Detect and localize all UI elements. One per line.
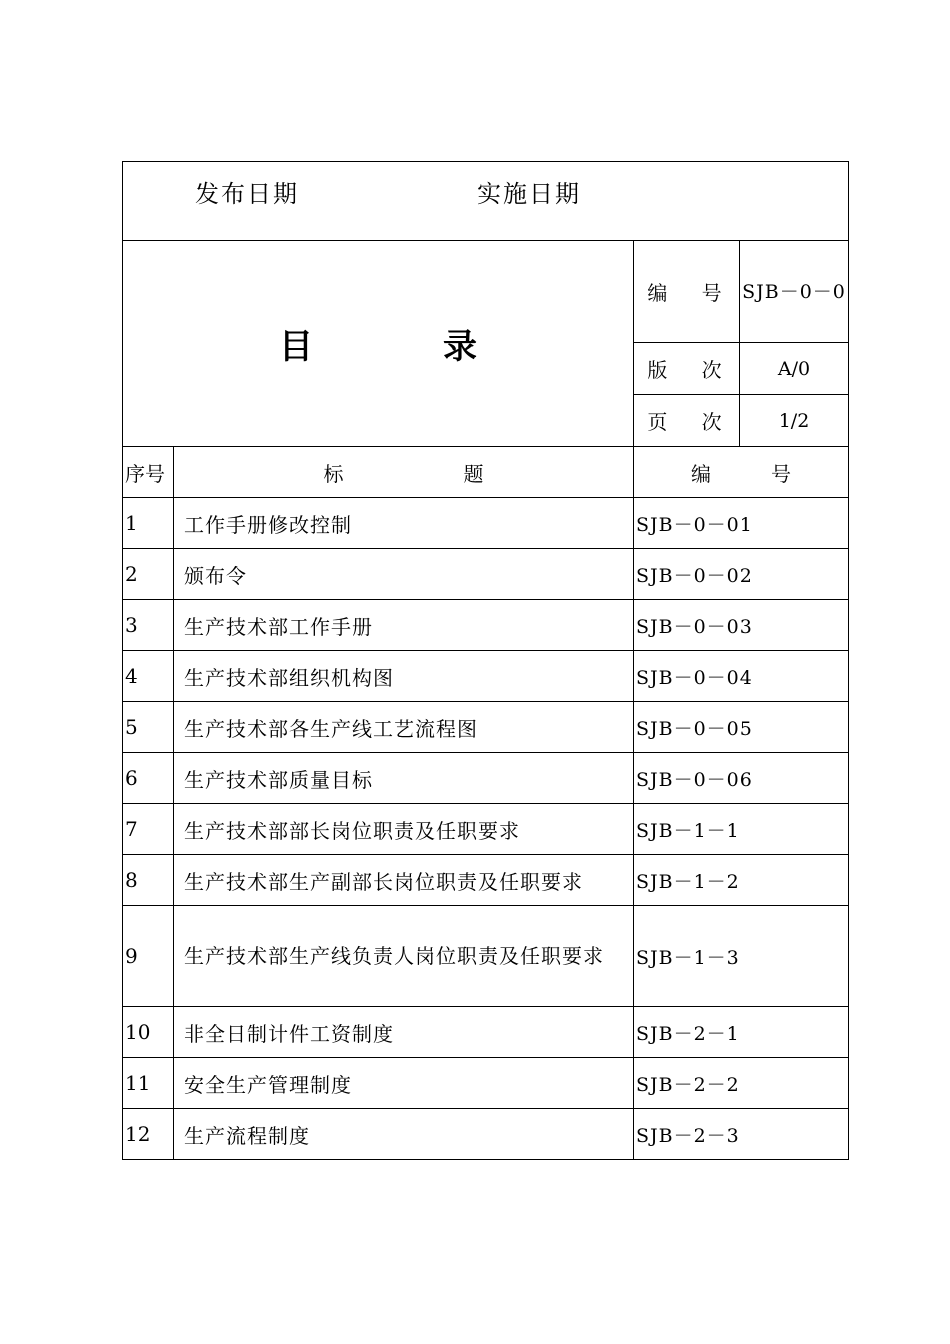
table-row: 7 生产技术部部长岗位职责及任职要求 SJB－1－1 (123, 804, 849, 855)
title-header: 标 题 (174, 447, 634, 498)
column-header-row (123, 447, 849, 498)
table-row: 6 生产技术部质量目标 SJB－0－06 (123, 753, 849, 804)
document-sheet (122, 161, 848, 1160)
header-table (122, 161, 849, 1160)
table-row: 5 生产技术部各生产线工艺流程图 SJB－0－05 (123, 702, 849, 753)
code-header: 编 号 (634, 447, 849, 498)
dates-row (123, 162, 849, 241)
table-row: 11 安全生产管理制度 SJB－2－2 (123, 1058, 849, 1109)
page-value: 1/2 (740, 395, 849, 447)
table-row: 12 生产流程制度 SJB－2－3 (123, 1109, 849, 1160)
number-label: 编 号 (634, 241, 740, 343)
release-date-label: 发布日期 (195, 179, 299, 208)
seq-header: 序号 (123, 447, 174, 498)
table-row: 3 生产技术部工作手册 SJB－0－03 (123, 600, 849, 651)
table-row: 9 生产技术部生产线负责人岗位职责及任职要求 SJB－1－3 (123, 906, 849, 1007)
effective-date-label: 实施日期 (477, 179, 581, 208)
table-row: 8 生产技术部生产副部长岗位职责及任职要求 SJB－1－2 (123, 855, 849, 906)
version-label: 版 次 (634, 343, 740, 395)
number-value: SJB－0－0 (740, 241, 849, 343)
page-label: 页 次 (634, 395, 740, 447)
table-row: 10 非全日制计件工资制度 SJB－2－1 (123, 1007, 849, 1058)
table-row: 1 工作手册修改控制 SJB－0－01 (123, 498, 849, 549)
table-row: 2 颁布令 SJB－0－02 (123, 549, 849, 600)
table-row: 4 生产技术部组织机构图 SJB－0－04 (123, 651, 849, 702)
version-value: A/0 (740, 343, 849, 395)
document-title: 目 录 (123, 241, 634, 447)
